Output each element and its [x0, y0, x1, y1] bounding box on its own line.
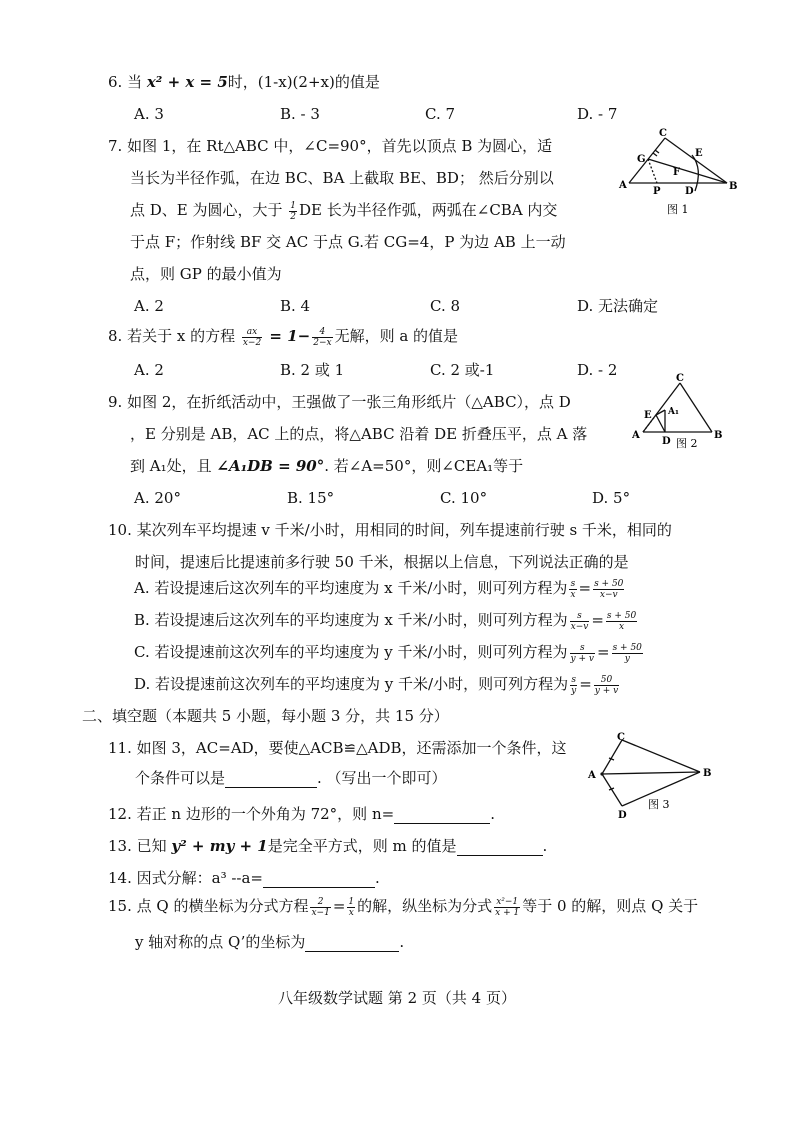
- q7-option-c: C. 8: [430, 297, 461, 315]
- q6-equation: x² + x = 5: [146, 73, 228, 91]
- fig3-label-a: A: [588, 770, 596, 781]
- q7-option-d: D. 无法确定: [577, 297, 659, 315]
- q15-line-2: y 轴对称的点 Q’的坐标为 .: [135, 933, 405, 951]
- q6-option-d: D. - 7: [577, 105, 618, 123]
- fig3-side-ad: [602, 774, 622, 806]
- q9-option-a: A. 20°: [134, 489, 181, 507]
- q7-line-5: 点，则 GP 的最小值为: [130, 265, 282, 283]
- q7-option-a: A. 2: [134, 297, 164, 315]
- fig1-segment-gp: [648, 159, 657, 183]
- fig1-ray-bf: [648, 159, 727, 183]
- q9-option-b: B. 15°: [287, 489, 335, 507]
- fig1-label-a: A: [619, 180, 627, 191]
- q7-line-4: 于点 F；作射线 BF 交 AC 于点 G.若 CG=4，P 为边 AB 上一动: [130, 233, 566, 251]
- q14-stem: 14. 因式分解：a³ --a= .: [108, 869, 380, 887]
- q7-line-3: 点 D、E 为圆心，大于 $\frac{1}{2}$ DE 长为半径作弧，两弧在∠CBA 内交: [130, 200, 558, 222]
- q8-fraction-left: $\frac{ax}{x-2}$: [242, 326, 262, 348]
- fig1-label-f: F: [673, 167, 681, 178]
- q15-answer-blank[interactable]: [305, 935, 399, 952]
- fig2-label-a: A: [632, 430, 640, 441]
- section-fill-in-title: 二、填空题（本题共 5 小题，每小题 3 分，共 15 分）: [82, 707, 449, 725]
- fig3-side-cb: [622, 740, 700, 772]
- fig2-label-e: E: [644, 410, 652, 421]
- fig1-label-g: G: [637, 154, 646, 165]
- fig3-caption: 图 3: [648, 798, 670, 811]
- q10-option-b: B. 若设提速后这次列车的平均速度为 x 千米/小时，则可列方程为 $\frac{s}{x-v}$ = $\frac{s + 50}{x}$: [134, 610, 637, 632]
- q13-stem: 13. 已知 y² + my + 1是完全平方式，则 m 的值是 .: [108, 837, 548, 855]
- q6-option-a: A. 3: [134, 105, 164, 123]
- q9-angle-equation: ∠A₁DB = 90°: [216, 457, 325, 475]
- q7-half-fraction: $\frac{1}{2}$: [290, 200, 297, 222]
- q6-stem: 6. 当 x² + x = 5时，(1-x)(2+x)的值是: [108, 73, 380, 91]
- fig2-label-a1: A₁: [668, 407, 679, 417]
- fig3-label-b: B: [703, 768, 712, 779]
- fig1-label-c: C: [659, 128, 667, 139]
- fig2-label-c: C: [676, 373, 684, 384]
- q13-expression: y² + my + 1: [171, 837, 268, 855]
- q10-line-2: 时间，提速后比提速前多行驶 50 千米，根据以上信息，下列说法正确的是: [135, 553, 629, 571]
- fig3-side-ab: [602, 772, 700, 774]
- q6-option-b: B. - 3: [280, 105, 320, 123]
- q9-option-c: C. 10°: [440, 489, 488, 507]
- q15-line-1: 15. 点 Q 的横坐标为分式方程 $\frac{2}{x-1}$ = $\frac{1}{x}$ 的解，纵坐标为分式 $\frac{\text{x²−1}}{x + 1}$ 等于 0 的解，则点 Q 关于: [108, 896, 699, 918]
- q10-option-a: A. 若设提速后这次列车的平均速度为 x 千米/小时，则可列方程为 $\frac{s}{x}$ = $\frac{s + 50}{x-v}$: [134, 578, 624, 600]
- q10-option-c: C. 若设提速前这次列车的平均速度为 y 千米/小时，则可列方程为 $\frac{s}{y + v}$ = $\frac{s + 50}{y}$: [134, 642, 642, 664]
- q14-answer-blank[interactable]: [263, 871, 375, 888]
- q8-option-c: C. 2 或-1: [430, 361, 495, 379]
- figure-3: [582, 730, 722, 822]
- fig2-fold-de: [656, 415, 665, 432]
- fig1-label-b: B: [729, 181, 738, 192]
- fig1-side-ac: [629, 138, 665, 183]
- fig1-label-p: P: [653, 186, 661, 197]
- q9-line-2: ，E 分别是 AB，AC 上的点，将△ABC 沿着 DE 折叠压平，点 A 落: [130, 425, 588, 443]
- q9-line-1: 9. 如图 2，在折纸活动中，王强做了一张三角形纸片（△ABC），点 D: [108, 393, 571, 411]
- figure-2: [632, 372, 732, 454]
- fig3-label-c: C: [617, 732, 625, 743]
- fig2-label-b: B: [714, 430, 723, 441]
- q11-answer-blank[interactable]: [225, 771, 317, 788]
- fig1-caption: 图 1: [667, 203, 689, 216]
- q7-line-1: 7. 如图 1，在 Rt△ABC 中，∠C=90°，首先以顶点 B 为圆心，适: [108, 137, 553, 155]
- q13-answer-blank[interactable]: [457, 839, 543, 856]
- q8-stem: 8. 若关于 x 的方程 $\frac{ax}{x-2}$ = 1− $\frac{4}{2-x}$ 无解，则 a 的值是: [108, 326, 459, 348]
- q12-stem: 12. 若正 n 边形的一个外角为 72°，则 n= .: [108, 805, 495, 823]
- q6-option-c: C. 7: [425, 105, 456, 123]
- fig3-label-d: D: [618, 810, 627, 821]
- q10-option-d: D. 若设提速前这次列车的平均速度为 y 千米/小时，则可列方程为 $\frac{s}{y}$ = $\frac{50}{y + v}$: [134, 674, 619, 696]
- q12-answer-blank[interactable]: [394, 807, 490, 824]
- figure-1: [615, 125, 745, 220]
- fig2-caption: 图 2: [676, 437, 698, 450]
- q10-line-1: 10. 某次列车平均提速 v 千米/小时，用相同的时间，列车提速前行驶 s 千米，相同的: [108, 521, 672, 539]
- q8-fraction-right: $\frac{4}{2-x}$: [313, 326, 332, 348]
- q7-option-b: B. 4: [280, 297, 311, 315]
- fig2-side-cb: [680, 383, 712, 432]
- q8-option-b: B. 2 或 1: [280, 361, 345, 379]
- fig1-label-d: D: [685, 186, 694, 197]
- q11-line-1: 11. 如图 3，AC=AD，要使△ACB≌△ADB，还需添加一个条件，这: [108, 739, 567, 757]
- q8-option-d: D. - 2: [577, 361, 618, 379]
- fig2-label-d: D: [662, 436, 671, 447]
- fig1-label-e: E: [695, 148, 703, 159]
- q8-option-a: A. 2: [134, 361, 164, 379]
- q9-line-3: 到 A₁处，且 ∠A₁DB = 90°. 若∠A=50°，则∠CEA₁等于: [130, 457, 524, 475]
- q11-line-2: 个条件可以是 . （写出一个即可）: [135, 769, 447, 787]
- q7-line-2: 当长为半径作弧，在边 BC、BA 上截取 BE、BD； 然后分别以: [130, 169, 554, 187]
- page-footer: 八年级数学试题 第 2 页（共 4 页）: [278, 989, 516, 1007]
- q9-option-d: D. 5°: [592, 489, 631, 507]
- fig3-side-ac: [602, 740, 622, 774]
